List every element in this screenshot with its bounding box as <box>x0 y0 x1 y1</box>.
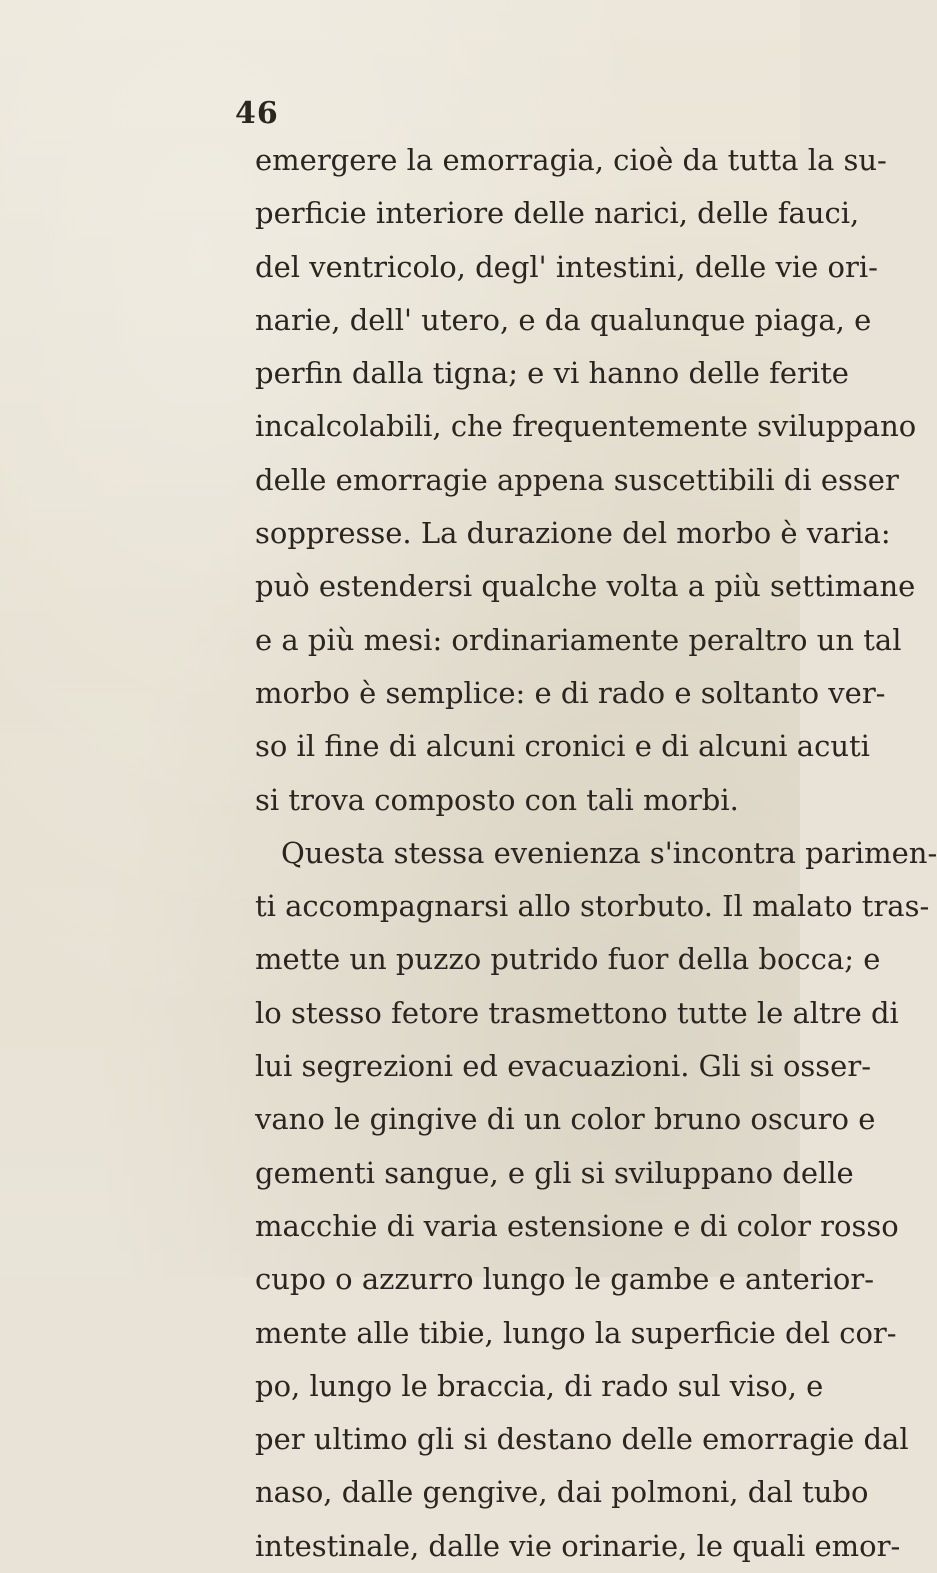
body-text <box>255 134 937 1573</box>
text-line: può estendersi qualche volta a più settimane <box>255 569 916 604</box>
text-line: lo stesso fetore trasmettono tutte le altre di <box>255 995 899 1030</box>
text-line: cupo o azzurro lungo le gambe e anterior- <box>255 1262 875 1297</box>
text-line: emergere la emorragia, cioè da tutta la su- <box>255 143 887 177</box>
text-line: mente alle tibie, lungo la superficie del cor- <box>255 1315 897 1350</box>
text-line: intestinale, dalle vie orinarie, le quali emor- <box>255 1528 901 1563</box>
text-line: narie, dell' utero, e da qualunque piaga, e <box>255 302 872 337</box>
text-line: morbo è semplice: e di rado e soltanto ver- <box>255 675 886 710</box>
text-line: macchie di varia estensione e di color rosso <box>255 1208 899 1243</box>
text-line: vano le gingive di un color bruno oscuro e <box>255 1102 876 1137</box>
text-line: so il fine di alcuni cronici e di alcuni acuti <box>255 729 870 764</box>
text-line: naso, dalle gengive, dai polmoni, dal tubo <box>255 1475 869 1510</box>
text-line: incalcolabili, che frequentemente sviluppano <box>255 409 917 444</box>
text-line: del ventricolo, degl' intestini, delle vie ori- <box>255 249 878 284</box>
text-line: mette un puzzo putrido fuor della bocca; e <box>255 942 881 977</box>
text-line: delle emorragie appena suscettibili di esser <box>255 462 899 497</box>
text-line: e a più mesi: ordinariamente peraltro un tal <box>255 622 902 657</box>
page-number: 46 <box>235 96 279 131</box>
text-line: po, lungo le braccia, di rado sul viso, e <box>255 1368 824 1403</box>
text-line: si trova composto con tali morbi. <box>255 782 739 817</box>
text-line: gementi sangue, e gli si sviluppano delle <box>255 1155 854 1190</box>
text-line: perfin dalla tigna; e vi hanno delle ferite <box>255 356 849 391</box>
text-line: per ultimo gli si destano delle emorragie dal <box>255 1422 909 1457</box>
text-line: soppresse. La durazione del morbo è varia: <box>255 516 891 551</box>
paragraph-start-line: Questa stessa evenienza s'incontra parimen- <box>281 835 937 870</box>
text-line: lui segrezioni ed evacuazioni. Gli si osser- <box>255 1049 872 1084</box>
text-line: ti accompagnarsi allo storbuto. Il malato tras- <box>255 889 930 924</box>
text-line: perficie interiore delle narici, delle fauci, <box>255 196 860 231</box>
